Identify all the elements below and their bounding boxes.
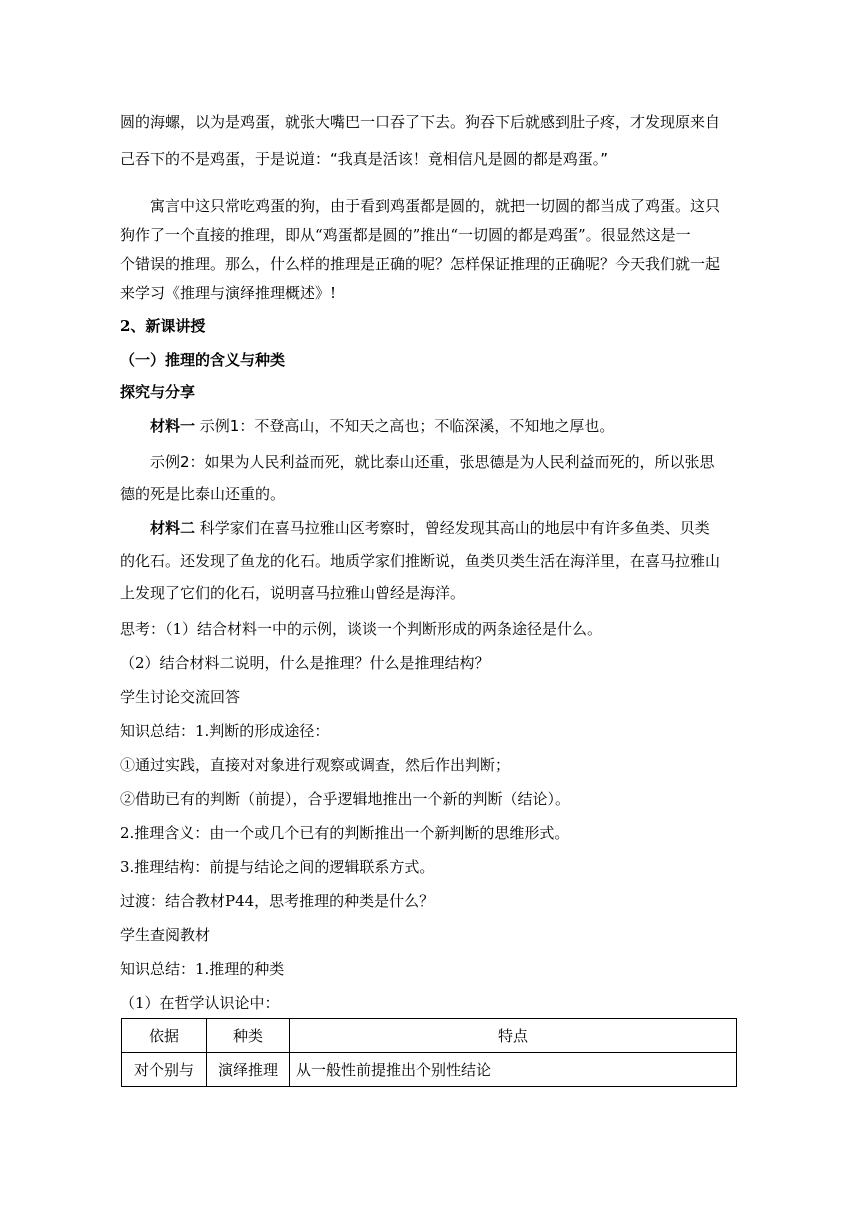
paragraph-line: 狗作了一个直接的推理，即从“鸡蛋都是圆的”推出“一切圆的都是鸡蛋”。很显然这是一 xyxy=(120,226,691,244)
material-two xyxy=(150,518,710,538)
material-one xyxy=(150,416,614,436)
table-row xyxy=(122,1053,737,1087)
knowledge-point: 3.推理结构：前提与结论之间的逻辑联系方式。 xyxy=(120,858,435,876)
material-two-text: 科学家们在喜马拉雅山区考察时，曾经发现其高山的地层中有许多鱼类、贝类 xyxy=(195,519,710,537)
knowledge-point: （1）在哲学认识论中： xyxy=(120,994,280,1012)
knowledge-summary: 知识总结：1.判断的形成途径： xyxy=(120,722,330,740)
paragraph-line: 圆的海螺，以为是鸡蛋，就张大嘴巴一口吞了下去。狗吞下后就感到肚子疼，才发现原来自 xyxy=(120,113,721,131)
table-header-cell: 种类 xyxy=(207,1019,290,1053)
table-cell: 从一般性前提推出个别性结论 xyxy=(290,1053,737,1087)
table-cell: 演绎推理 xyxy=(207,1053,290,1087)
knowledge-summary: 知识总结：1.推理的种类 xyxy=(120,960,285,978)
section-heading: 2、新课讲授 xyxy=(120,317,206,335)
table-header-cell: 特点 xyxy=(290,1019,737,1053)
knowledge-point: ②借助已有的判断（前提），合乎逻辑地推出一个新的判断（结论）。 xyxy=(120,790,571,808)
question-one: 思考：（1）结合材料一中的示例，谈谈一个判断形成的两条途径是什么。 xyxy=(120,620,603,638)
table-cell: 对个别与 xyxy=(122,1053,207,1087)
question-two: （2）结合材料二说明，什么是推理？什么是推理结构？ xyxy=(120,654,490,672)
transition-line: 过渡：结合教材P44，思考推理的种类是什么？ xyxy=(120,892,435,910)
material-one-text: 示例1：不登高山，不知天之高也；不临深溪，不知地之厚也。 xyxy=(195,417,615,435)
material-one-label: 材料一 xyxy=(150,417,196,435)
table-header-row xyxy=(122,1019,737,1053)
paragraph-line: 来学习《推理与演绎推理概述》! xyxy=(120,284,337,302)
paragraph-line: 德的死是比泰山还重的。 xyxy=(120,485,286,503)
paragraph-line: 上发现了它们的化石，说明喜马拉雅山曾经是海洋。 xyxy=(120,584,466,602)
knowledge-point: 2.推理含义：由一个或几个已有的判断推出一个新判断的思维形式。 xyxy=(120,824,570,842)
student-activity: 学生查阅教材 xyxy=(120,926,211,944)
knowledge-point: ①通过实践，直接对对象进行观察或调查，然后作出判断； xyxy=(120,756,511,774)
reasoning-types-table xyxy=(121,1018,737,1087)
table-header-cell: 依据 xyxy=(122,1019,207,1053)
paragraph-line: 示例2：如果为人民利益而死，就比泰山还重，张思德是为人民利益而死的，所以张思 xyxy=(150,453,715,471)
paragraph-line: 己吞下的不是鸡蛋，于是说道：“我真是活该！竟相信凡是圆的都是鸡蛋。” xyxy=(120,150,609,168)
student-activity: 学生讨论交流回答 xyxy=(120,688,241,706)
subsection-heading: （一）推理的含义与种类 xyxy=(120,351,286,369)
material-two-label: 材料二 xyxy=(150,519,196,537)
paragraph-line: 寓言中这只常吃鸡蛋的狗，由于看到鸡蛋都是圆的，就把一切圆的都当成了鸡蛋。这只 xyxy=(150,197,721,215)
paragraph-line: 个错误的推理。那么，什么样的推理是正确的呢？怎样保证推理的正确呢？今天我们就一起 xyxy=(120,255,721,273)
paragraph-line: 的化石。还发现了鱼龙的化石。地质学家们推断说，鱼类贝类生活在海洋里，在喜马拉雅山 xyxy=(120,552,721,570)
activity-heading: 探究与分享 xyxy=(120,383,196,401)
